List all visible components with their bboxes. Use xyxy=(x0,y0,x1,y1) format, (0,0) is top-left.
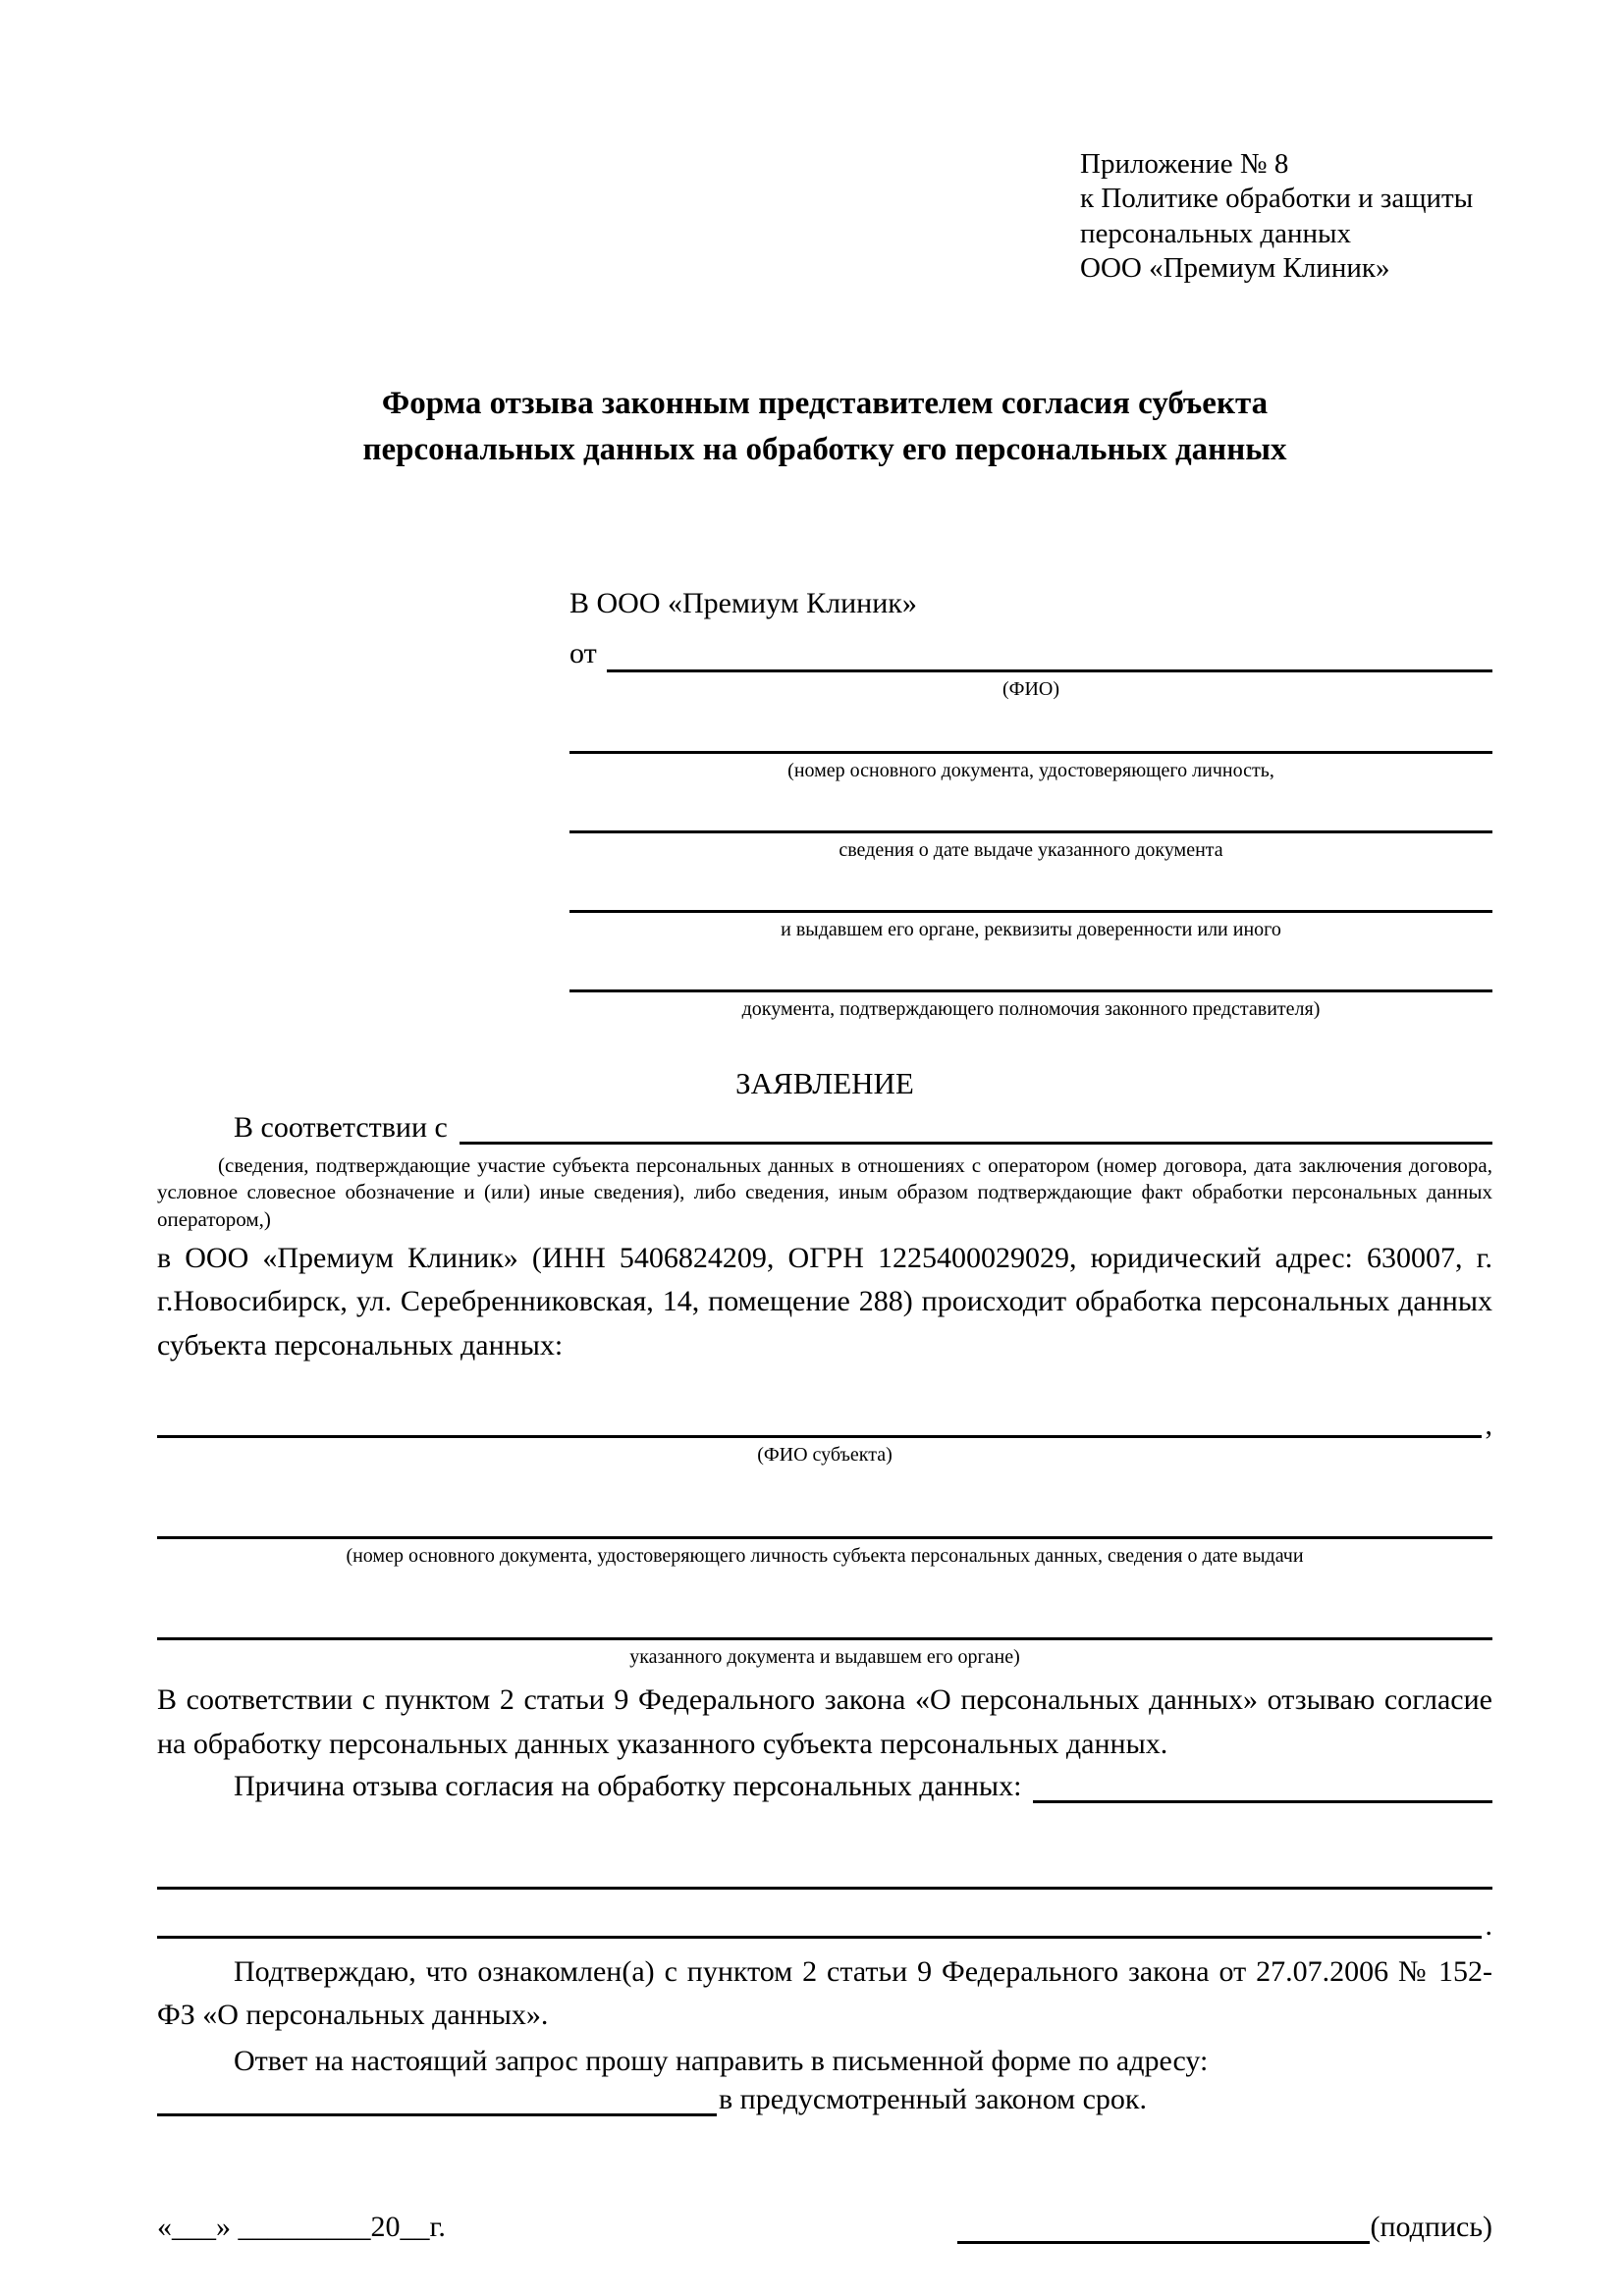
document-issue-date-blank-line xyxy=(569,794,1492,833)
authority-document-blank-line xyxy=(569,953,1492,992)
accordance-row xyxy=(157,1111,1492,1145)
subject-name-blank-line xyxy=(157,1403,1482,1438)
field-caption-subject-authority: указанного документа и выдавшем его органе) xyxy=(629,1646,1020,1669)
policy-reference-line: персональных данных xyxy=(1080,217,1352,249)
signature-group xyxy=(957,2211,1492,2244)
appendix-header xyxy=(1080,147,1492,287)
accordance-footnote: (сведения, подтверждающие участие субъекта персональных данных в отношениях с оператором (номер договора, дата заключения договора, условное словесное обозначение и (или) иные сведения), либо сведения, иным образом подтверждающие факт обработки персональных данных оператором,) xyxy=(157,1153,1492,1231)
subject-authority-blank-line xyxy=(157,1601,1492,1640)
field-caption-subject-document: (номер основного документа, удостоверяющего личность субъекта персональных данных, сведения о дате выдачи xyxy=(346,1545,1304,1568)
field-caption-fio: (ФИО) xyxy=(1001,678,1059,701)
operator-paragraph: в ООО «Премиум Клиник» (ИНН 5406824209, ОГРН 1225400029029, юридический адрес: 630007, г. г.Новосибирск, ул. Серебренниковская, 14, помещение 288) происходит обработка персональных данных субъекта персональных данных: xyxy=(157,1242,1492,1362)
reason-blank-line-start xyxy=(1033,1770,1492,1803)
signature-caption: (подпись) xyxy=(1370,2211,1492,2244)
form-title-line: персональных данных на обработку его персональных данных xyxy=(362,432,1287,468)
field-caption-issue-date: сведения о дате выдаче указанного документа xyxy=(839,839,1223,862)
accordance-blank-line xyxy=(460,1142,1492,1145)
field-caption-issuing-authority: и выдавшем его органе, реквизиты доверенности или иного xyxy=(781,919,1281,941)
form-title xyxy=(157,381,1492,475)
acknowledge-paragraph: Подтверждаю, что ознакомлен(а) с пунктом 2 статьи 9 Федерального закона от 27.07.2006 № 152-ФЗ «О персональных данных». xyxy=(157,1955,1492,2032)
response-address-line: Ответ на настоящий запрос прошу направить в письменной форме по адресу: xyxy=(234,2044,1209,2077)
response-address-row xyxy=(157,2083,1492,2116)
subject-name-line-suffix: , xyxy=(1485,1409,1492,1442)
subject-name-row xyxy=(157,1403,1492,1442)
organization-name-line: ООО «Премиум Клиник» xyxy=(1080,252,1390,285)
signature-blank-line xyxy=(957,2211,1370,2244)
from-label: от xyxy=(569,637,597,670)
reason-blank-line-2 xyxy=(157,1903,1482,1939)
reason-blank-line-1 xyxy=(157,1850,1492,1890)
response-address-blank-line xyxy=(157,2083,717,2116)
statement-heading: ЗАЯВЛЕНИЕ xyxy=(735,1066,914,1101)
from-row xyxy=(569,634,1492,672)
policy-reference-line: к Политике обработки и защиты xyxy=(1080,183,1474,215)
addressee-block xyxy=(569,584,1492,1021)
reason-label: Причина отзыва согласия на обработку персональных данных: xyxy=(234,1770,1022,1803)
field-caption-document-number: (номер основного документа, удостоверяющего личность, xyxy=(787,760,1274,782)
representative-document-blank-line xyxy=(569,715,1492,754)
response-term-text: в предусмотренный законом срок. xyxy=(719,2083,1147,2116)
accordance-label: В соответствии с xyxy=(234,1111,448,1145)
date-line: «___» _________20__г. xyxy=(157,2211,446,2244)
subject-document-blank-line xyxy=(157,1500,1492,1539)
reason-row xyxy=(157,1770,1492,1803)
appendix-number-line: Приложение № 8 xyxy=(1080,148,1289,180)
withdraw-paragraph: В соответствии с пунктом 2 статьи 9 Федерального закона «О персональных данных» отзываю согласие на обработку персональных данных указанного субъекта персональных данных. xyxy=(157,1683,1492,1760)
form-title-line: Форма отзыва законным представителем согласия субъекта xyxy=(381,385,1269,421)
addressee-to: В ООО «Премиум Клиник» xyxy=(569,587,917,620)
representative-name-blank-line xyxy=(607,669,1492,672)
field-caption-subject-fio: (ФИО субъекта) xyxy=(757,1444,893,1467)
field-caption-authority-document: документа, подтверждающего полномочия законного представителя) xyxy=(741,998,1321,1021)
signature-footer xyxy=(157,2211,1492,2244)
issuing-authority-blank-line xyxy=(569,874,1492,913)
reason-line-suffix: . xyxy=(1485,1909,1492,1943)
reason-blank-row-2 xyxy=(157,1903,1492,1943)
